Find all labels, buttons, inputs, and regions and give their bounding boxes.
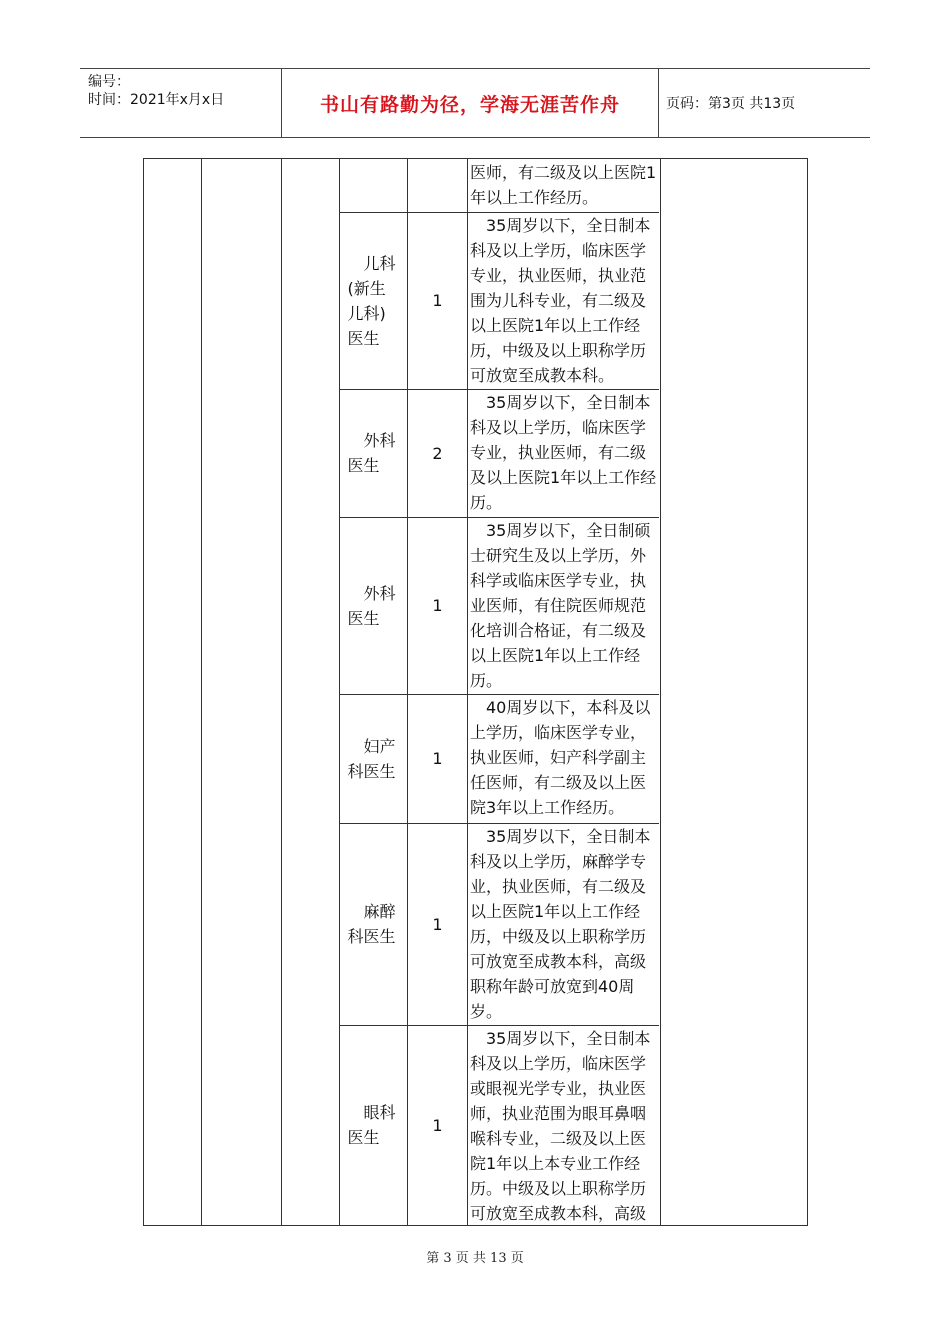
requirement-cell: 35周岁以下，全日制本科及以上学历，麻醉学专业，执业医师，有二级及以上医院1年以上工作经历，中级及以上职称学历可放宽至成教本科，高级职称年龄可放宽到40周岁。 [470,827,651,1021]
count-cell: 1 [432,291,443,310]
recruitment-table [143,158,808,1226]
position-cell [340,159,407,212]
count-cell: 1 [432,914,443,934]
table-row [340,694,659,824]
table-row [340,389,659,518]
column-divider [201,159,202,1225]
count-cell: 1 [432,749,443,768]
position-cell: 儿科(新生儿科)医生 [347,253,396,348]
table-row [340,159,659,213]
requirement-cell: 35周岁以下，全日制本科及以上学历，临床医学或眼视光学专业，执业医师，执业范围为眼耳鼻咽喉科专业，二级及以上医院1年以上本专业工作经历。中级及以上职称学历可放宽至成教本科，高级 [470,1029,651,1223]
header-divider [658,69,659,137]
page-header [80,68,870,138]
column-divider [660,159,661,1225]
requirement-cell: 40周岁以下，本科及以上学历，临床医学专业，执业医师，妇产科学副主任医师，有二级及以上医院3年以上工作经历。 [470,698,651,817]
requirement-cell: 医师，有二级及以上医院1年以上工作经历。 [470,163,657,207]
count-cell: 1 [432,1115,443,1135]
page-footer: 第 3 页 共 13 页 [426,1251,524,1266]
position-cell: 麻醉科医生 [347,902,396,946]
header-motto: 书山有路勤为径，学海无涯苦作舟 [319,93,620,116]
count-cell: 1 [432,596,443,615]
requirement-cell: 35周岁以下，全日制本科及以上学历，临床医学专业，执业医师，执业范围为儿科专业，有二级及以上医院1年以上工作经历，中级及以上职称学历可放宽至成教本科。 [470,216,651,385]
count-cell: 2 [432,443,443,463]
position-cell: 妇产科医生 [347,736,396,781]
header-page-info: 页码：第3页 共13页 [666,96,796,112]
position-cell: 眼科医生 [347,1103,396,1147]
position-cell: 外科医生 [347,583,396,628]
requirement-cell: 35周岁以下，全日制硕士研究生及以上学历，外科学或临床医学专业，执业医师，有住院医师规范化培训合格证，有二级及以上医院1年以上工作经历。 [470,521,651,690]
column-divider [281,159,282,1225]
table-row [340,823,659,1026]
count-cell [408,159,467,212]
document-time-label: 时间：2021年x月x日 [88,92,225,108]
header-meta [88,73,224,109]
document-number-label: 编号： [88,74,130,90]
position-cell: 外科医生 [347,431,396,475]
requirement-cell: 35周岁以下，全日制本科及以上学历，临床医学专业，执业医师，有二级及以上医院1年以上工作经历。 [470,393,657,512]
table-row [340,1025,659,1225]
table-row [340,517,659,695]
table-row [340,212,659,390]
